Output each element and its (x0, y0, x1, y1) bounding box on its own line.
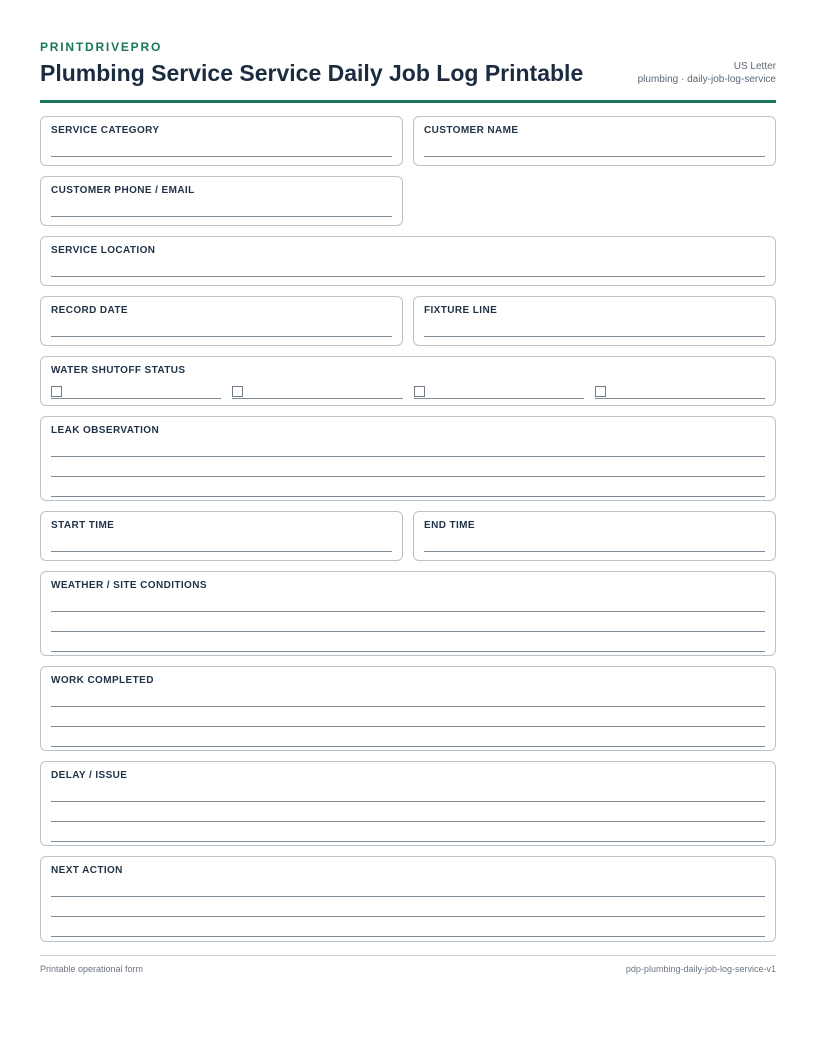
record-date-label: RECORD DATE (51, 305, 128, 316)
checkbox-icon[interactable] (595, 386, 606, 397)
page-header (40, 54, 776, 103)
writing-line[interactable] (51, 877, 765, 897)
water-shutoff-status-label: WATER SHUTOFF STATUS (51, 365, 186, 376)
page-footer (40, 955, 776, 974)
writing-line[interactable] (51, 802, 765, 822)
writing-line[interactable] (51, 687, 765, 707)
customer-name-field[interactable] (413, 116, 776, 166)
service-category-field[interactable] (40, 116, 403, 166)
writing-line[interactable] (51, 437, 765, 457)
end-time-field[interactable] (413, 511, 776, 561)
customer-contact-field[interactable] (40, 176, 403, 226)
shutoff-option-4[interactable] (595, 383, 765, 399)
checkbox-icon[interactable] (51, 386, 62, 397)
start-time-field[interactable] (40, 511, 403, 561)
customer-name-label: CUSTOMER NAME (424, 125, 519, 136)
writing-line[interactable] (51, 707, 765, 727)
leak-observation-label: LEAK OBSERVATION (51, 425, 160, 436)
writing-line[interactable] (51, 457, 765, 477)
writing-line[interactable] (51, 632, 765, 652)
writing-line[interactable] (51, 727, 765, 747)
water-shutoff-status-field (40, 356, 776, 406)
shutoff-option-2[interactable] (232, 383, 402, 399)
checkbox-icon[interactable] (414, 386, 425, 397)
brand-logo: PRINTDRIVEPRO (40, 40, 163, 54)
writing-line[interactable] (51, 612, 765, 632)
weather-conditions-field[interactable] (40, 571, 776, 656)
delay-issue-label: DELAY / ISSUE (51, 770, 128, 781)
service-location-line[interactable] (51, 257, 765, 277)
fixture-line-line[interactable] (424, 317, 765, 337)
customer-contact-label: CUSTOMER PHONE / EMAIL (51, 185, 195, 196)
fixture-line-label: FIXTURE LINE (424, 305, 498, 316)
page-meta (638, 60, 776, 86)
record-date-line[interactable] (51, 317, 392, 337)
delay-issue-field[interactable] (40, 761, 776, 846)
form-id: pdp-plumbing-daily-job-log-service-v1 (625, 964, 776, 974)
form-page (40, 40, 776, 974)
next-action-label: NEXT ACTION (51, 865, 123, 876)
page-title: Plumbing Service Service Daily Job Log Printable (40, 60, 584, 86)
service-location-label: SERVICE LOCATION (51, 245, 156, 256)
form-tags: plumbing · daily-job-log-service (637, 74, 776, 85)
fixture-line-field[interactable] (413, 296, 776, 346)
service-location-field[interactable] (40, 236, 776, 286)
paper-size: US Letter (733, 61, 776, 72)
footer-description: Printable operational form (40, 964, 144, 974)
customer-contact-line[interactable] (51, 197, 392, 217)
writing-line[interactable] (51, 822, 765, 842)
writing-line[interactable] (51, 477, 765, 497)
end-time-line[interactable] (424, 532, 765, 552)
record-date-field[interactable] (40, 296, 403, 346)
work-completed-label: WORK COMPLETED (51, 675, 154, 686)
start-time-line[interactable] (51, 532, 392, 552)
weather-conditions-label: WEATHER / SITE CONDITIONS (51, 580, 207, 591)
writing-line[interactable] (51, 592, 765, 612)
start-time-label: START TIME (51, 520, 115, 531)
leak-observation-field[interactable] (40, 416, 776, 501)
writing-line[interactable] (51, 897, 765, 917)
form-fields (40, 116, 776, 952)
next-action-field[interactable] (40, 856, 776, 942)
shutoff-option-1[interactable] (51, 383, 221, 399)
writing-line[interactable] (51, 917, 765, 937)
service-category-label: SERVICE CATEGORY (51, 125, 160, 136)
customer-name-line[interactable] (424, 137, 765, 157)
end-time-label: END TIME (424, 520, 475, 531)
work-completed-field[interactable] (40, 666, 776, 751)
writing-line[interactable] (51, 782, 765, 802)
shutoff-option-3[interactable] (414, 383, 584, 399)
checkbox-icon[interactable] (232, 386, 243, 397)
service-category-line[interactable] (51, 137, 392, 157)
